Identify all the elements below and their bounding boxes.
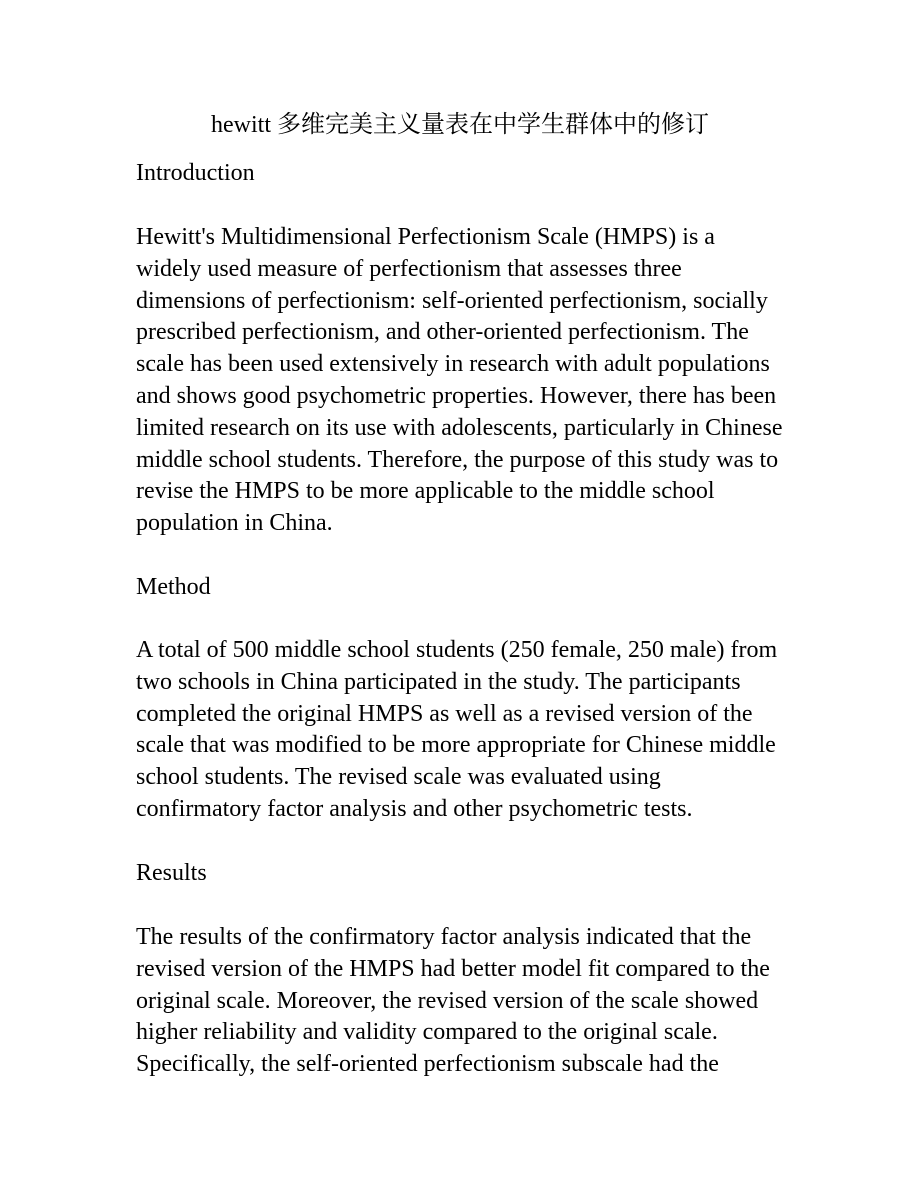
section-heading-introduction: Introduction xyxy=(136,160,255,186)
paragraph-line: original scale. Moreover, the revised version of the scale showed xyxy=(136,987,759,1014)
paragraph-line: middle school students. Therefore, the purpose of this study was to xyxy=(136,446,779,473)
section-paragraph-introduction xyxy=(136,222,796,540)
paragraph-line: dimensions of perfectionism: self-oriented perfectionism, socially xyxy=(136,287,768,314)
section-heading-method: Method xyxy=(136,574,211,600)
paragraph-line: limited research on its use with adolescents, particularly in Chinese xyxy=(136,414,783,441)
paragraph-line: A total of 500 middle school students (250 female, 250 male) from xyxy=(136,637,778,663)
paragraph-line: The results of the confirmatory factor analysis indicated that the xyxy=(136,924,752,950)
section-heading-results: Results xyxy=(136,860,207,886)
paragraph-line: revise the HMPS to be more applicable to the middle school xyxy=(136,478,715,505)
paragraph-line: scale has been used extensively in research with adult populations xyxy=(136,351,770,378)
section-paragraph-method xyxy=(136,635,796,826)
paragraph-line: Hewitt's Multidimensional Perfectionism Scale (HMPS) is a xyxy=(136,224,715,250)
paragraph-line: completed the original HMPS as well as a revised version of the xyxy=(136,700,753,727)
paragraph-line: prescribed perfectionism, and other-oriented perfectionism. The xyxy=(136,319,749,346)
paragraph-line: population in China. xyxy=(136,510,333,537)
paragraph-line: school students. The revised scale was evaluated using xyxy=(136,764,661,791)
paragraph-line: revised version of the HMPS had better model fit compared to the xyxy=(136,955,770,982)
paragraph-line: higher reliability and validity compared to the original scale. xyxy=(136,1019,718,1046)
paragraph-line: two schools in China participated in the study. The participants xyxy=(136,668,741,695)
paragraph-line: scale that was modified to be more appropriate for Chinese middle xyxy=(136,732,776,759)
paragraph-line: Specifically, the self-oriented perfectionism subscale had the xyxy=(136,1051,719,1078)
paragraph-line: confirmatory factor analysis and other psychometric tests. xyxy=(136,795,693,822)
paragraph-line: widely used measure of perfectionism that assesses three xyxy=(136,255,682,282)
paragraph-line: and shows good psychometric properties. However, there has been xyxy=(136,382,777,409)
section-paragraph-results xyxy=(136,922,796,1081)
document-title: hewitt 多维完美主义量表在中学生群体中的修订 xyxy=(211,112,709,138)
